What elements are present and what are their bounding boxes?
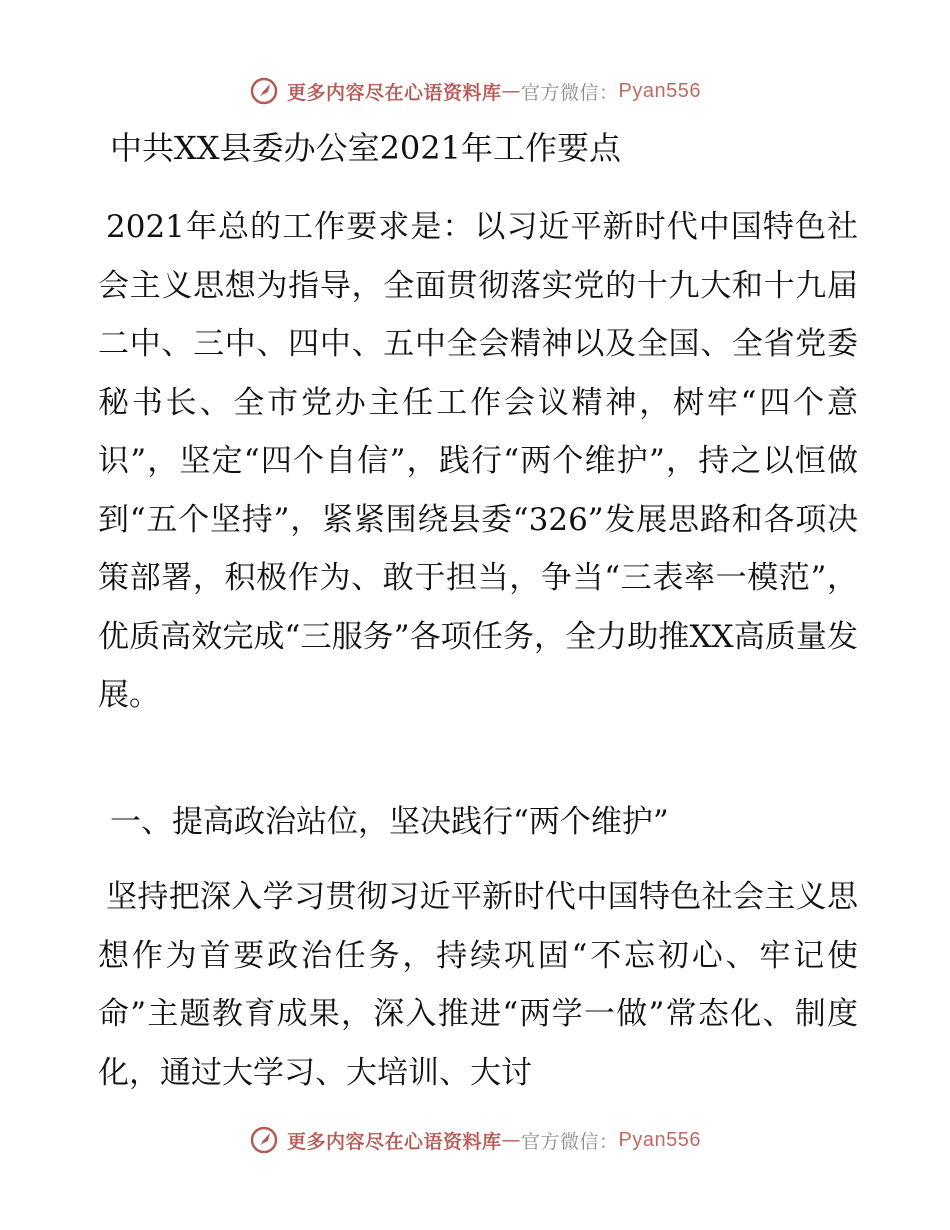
watermark-sub-text: 官方微信： xyxy=(521,81,619,104)
section-heading-1: 一、提高政治站位，坚决践行“两个维护” xyxy=(110,804,669,840)
paragraph-general-requirements xyxy=(98,198,858,725)
quill-logo-icon xyxy=(249,1125,279,1155)
watermark-wechat-id: Pyan556 xyxy=(618,1128,701,1151)
watermark-banner-bottom xyxy=(0,1120,950,1160)
paragraph-text: 坚持把深入学习贯彻习近平新时代中国特色社会主义思想作为首要政治任务，持续巩固“不忘初心、牢记使命”主题教育成果，深入推进“两学一做”常态化、制度化，通过大学习、大培训、大讨 xyxy=(98,879,858,1091)
watermark-separator: — xyxy=(501,1129,522,1151)
watermark-main-text: 更多内容尽在心语资料库 xyxy=(287,81,502,104)
paragraph-text: 2021年总的工作要求是：以习近平新时代中国特色社会主义思想为指导，全面贯彻落实党的十九大和十九届二中、三中、四中、五中全会精神以及全国、全省党委秘书长、全市党办主任工作会议精神，树牢“四个意识”，坚定“四个自信”，践行“两个维护”，持之以恒做到“五个坚持”，紧紧围绕县委“326”发展思路和各项决策部署，积极作为、敢于担当，争当“三表率一模范”，优质高效完成“三服务”各项任务，全力助推XX高质量发展。 xyxy=(98,209,858,713)
watermark-wechat-id: Pyan556 xyxy=(618,79,701,102)
paragraph-section-1 xyxy=(98,868,858,1102)
document-title: 中共XX县委办公室2021年工作要点 xyxy=(110,129,622,167)
watermark-sub-text: 官方微信： xyxy=(521,1130,619,1153)
quill-logo-icon xyxy=(249,76,279,106)
watermark-banner-top xyxy=(0,71,950,111)
watermark-main-text: 更多内容尽在心语资料库 xyxy=(287,1130,502,1153)
watermark-separator: — xyxy=(501,80,522,102)
